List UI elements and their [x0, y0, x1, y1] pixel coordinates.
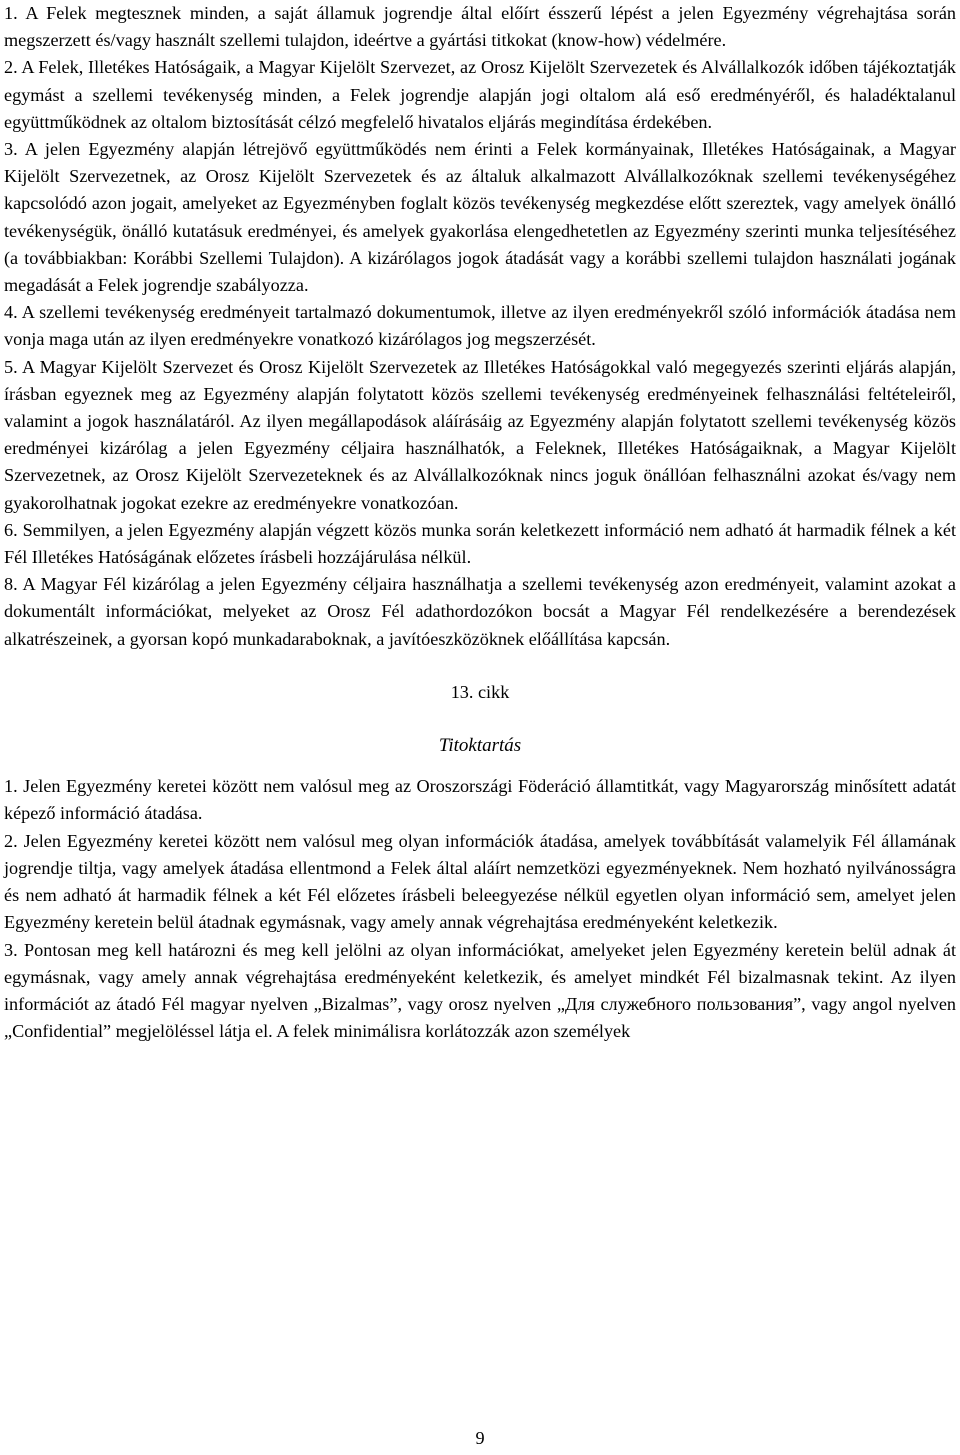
paragraph-12-1: 1. A Felek megtesznek minden, a saját államuk jogrendje által előírt ésszerű lépést a jelen Egyezmény végrehajtása során megszerzett és/vagy használt szellemi tulajdon, ideértve a gyártási titkokat (know-how) védelmére.: [4, 3, 956, 51]
paragraph-13-3: 3. Pontosan meg kell határozni és meg kell jelölni az olyan információkat, amelyeket jelen Egyezmény keretein belül adnak át egymásnak, vagy amely annak végrehajtása eredményeként keletkezik, és amelyet mindkét Fél bizalmasnak tekint. Az ilyen információt az átadó Fél magyar nyelven „Bizalmas”, vagy orosz nyelven „Для служебного пользования”, vagy angol nyelven „Confidential” megjelöléssel látja el. A felek minimálisra korlátozzák azon személyek: [4, 939, 956, 1042]
paragraph-13-1: 1. Jelen Egyezmény keretei között nem valósul meg az Oroszországi Föderáció államtitkát, vagy Magyarország minősített adatát képező információ átadása.: [4, 776, 956, 824]
paragraph-12-3: 3. A jelen Egyezmény alapján létrejövő együttműködés nem érinti a Felek kormányainak, Illetékes Hatóságainak, a Magyar Kijelölt Szervezetnek, az Orosz Kijelölt Szervezetek és az általuk alkalmazott Alvállalkozóknak szellemi tevékenységéhez kapcsolódó azon jogait, amelyeket az Egyezményben foglalt közös tevékenység megkezdése előtt szereztek, vagy amelyek önálló tevékenységük, önálló kutatásuk eredményei, és amelyek gyakorlása elengedhetetlen az Egyezmény szerinti munka teljesítéséhez (a továbbiakban: Korábbi Szellemi Tulajdon). A kizárólagos jogok átadását vagy a korábbi szellemi tulajdon használati jogának megadását a Felek jogrendje szabályozza.: [4, 139, 956, 296]
page-number: 9: [475, 1428, 485, 1448]
article-12-section: [4, 0, 956, 653]
paragraph-12-8: 8. A Magyar Fél kizárólag a jelen Egyezmény céljaira használhatja a szellemi tevékenység azon eredményeit, valamint azokat a dokumentált információkat, melyeket az Orosz Fél adathordozókon bocsát a Magyar Fél rendelkezésére a berendezések alkatrészeinek, a gyorsan kopó munkadaraboknak, a javítóeszközöknek előállítása kapcsán.: [4, 574, 956, 649]
paragraph-13-2: 2. Jelen Egyezmény keretei között nem valósul meg olyan információk átadása, amelyek továbbítását valamelyik Fél államának jogrendje tiltja, vagy amelyek átadása ellentmond a Felek által aláírt nemzetközi egyezményeknek. Nem hozható nyilvánosságra és nem adható át harmadik félnek a két Fél előzetes írásbeli beleegyezése nélkül egyetlen olyan információ sem, amelyet jelen Egyezmény keretein belül átadnak egymásnak, vagy amely annak végrehajtása eredményeként keletkezik.: [4, 830, 956, 933]
paragraph-12-6: 6. Semmilyen, a jelen Egyezmény alapján végzett közös munka során keletkezett információ nem adható át harmadik félnek a két Fél Illetékes Hatóságának előzetes írásbeli hozzájárulása nélkül.: [4, 519, 956, 568]
paragraph-12-2: 2. A Felek, Illetékes Hatóságaik, a Magyar Kijelölt Szervezet, az Orosz Kijelölt Szervezetek és Alvállalkozók időben tájékoztatják egymást a szellemi tevékenység minden, a Felek jogrendje alapján jogi oltalom alá eső eredményéről, és haladéktalanul együttműködnek az oltalom biztosítását célzó megfelelő hivatalos eljárás megindítása érdekében.: [4, 57, 956, 132]
document-page: [4, 0, 956, 1045]
paragraph-12-4: 4. A szellemi tevékenység eredményeit tartalmazó dokumentumok, illetve az ilyen eredményekről szóló információk átadása nem vonja maga után az ilyen eredményekre vonatkozó kizárólagos jog megszerzését.: [4, 302, 956, 350]
article-13-section: [4, 679, 956, 1045]
paragraph-12-5: 5. A Magyar Kijelölt Szervezet és Orosz Kijelölt Szervezetek az Illetékes Hatóságokkal való megegyezés szerinti eljárás alapján, írásban egyeznek meg az Egyezmény alapján folytatott közös szellemi tevékenység eredményeinek felhasználási feltételeiről, valamint a jogok használatáról. Az ilyen megállapodások aláírásáig az Egyezmény alapján folytatott szellemi tevékenység közös eredményei kizárólag a jelen Egyezmény céljaira használhatók, a Feleknek, Illetékes Hatóságaiknak, a Magyar Kijelölt Szervezetnek, az Orosz Kijelölt Szervezeteknek és az Alvállalkozóknak nincs joguk önállóan felhasználni azokat és/vagy nem gyakorolhatnak jogokat ezekre az eredményekre vonatkozóan.: [4, 356, 956, 513]
article-title: Titoktartás: [438, 735, 522, 757]
article-number: 13. cikk: [450, 681, 510, 702]
